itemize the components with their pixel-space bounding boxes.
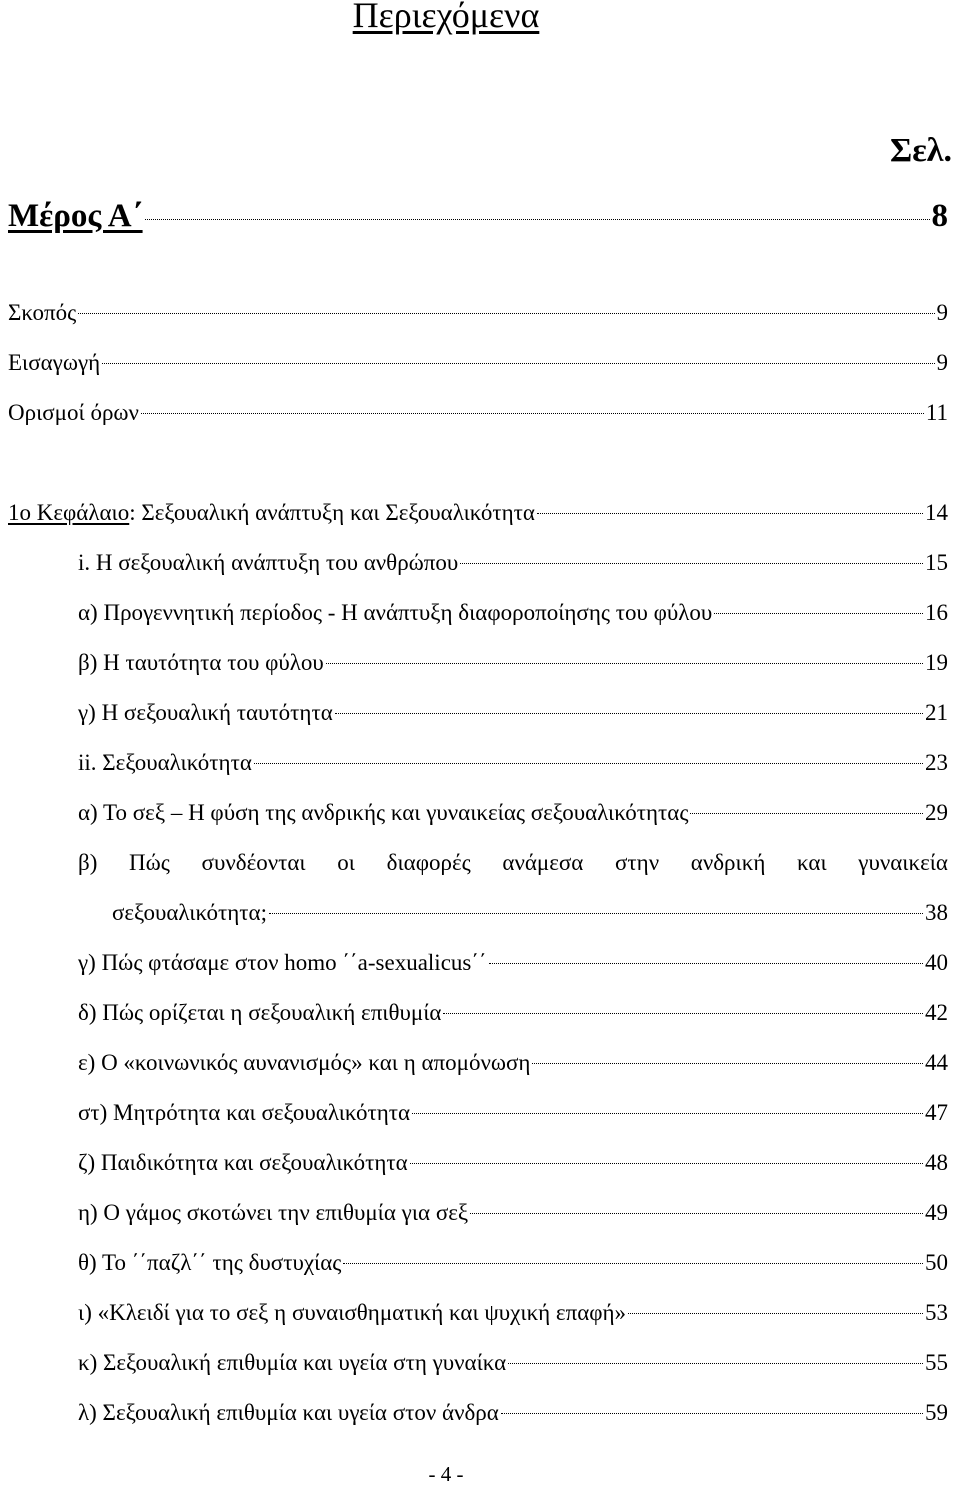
toc-entry[interactable] [112,898,948,928]
toc-page-number: 21 [925,700,948,725]
toc-leader [412,1113,923,1114]
toc-leader [145,219,930,220]
toc-label: ι) «Κλειδί για το σεξ η συναισθηματική και ψυχική επαφή» [78,1300,627,1325]
toc-page-number: 50 [925,1250,948,1275]
toc-page-number: 59 [925,1400,948,1425]
toc-label: γ) Πώς φτάσαμε στον homo ΄΄a-sexualicus΄΄ [78,950,487,975]
toc-leader [508,1363,923,1364]
toc-leader [470,1213,923,1214]
toc-label: ζ) Παιδικότητα και σεξουαλικότητα [78,1150,408,1175]
toc-leader [343,1263,923,1264]
toc-entry[interactable] [8,398,948,428]
toc-label: λ) Σεξουαλική επιθυμία και υγεία στον άνδρα [78,1400,499,1425]
toc-entry[interactable] [78,1198,948,1228]
page-title: Περιεχόμενα [352,0,540,35]
toc-label: Μέρος Α΄ [8,198,143,234]
toc-page-number: 53 [925,1300,948,1325]
toc-page-number: 47 [925,1100,948,1125]
toc-page-number: 23 [925,750,948,775]
toc-label: α) Προγεννητική περίοδος - Η ανάπτυξη διαφοροποίησης του φύλου [78,600,713,625]
toc-label: σεξουαλικότητα; [112,900,267,925]
toc-label: ε) Ο «κοινωνικός αυνανισμός» και η απομόνωση [78,1050,531,1075]
toc-page-number: 9 [936,350,948,375]
toc-leader [141,413,924,414]
toc-entry[interactable] [78,1398,948,1428]
toc-page-number: 15 [925,550,948,575]
toc-page-number: 9 [936,300,948,325]
toc-leader [714,613,923,614]
toc-leader [335,713,923,714]
toc-entry[interactable] [78,1048,948,1078]
toc-page-number: 8 [931,198,948,234]
toc-entry[interactable] [78,998,948,1028]
toc-page-number: 49 [925,1200,948,1225]
toc-entry[interactable] [78,1148,948,1178]
toc-entry[interactable] [78,648,948,678]
toc-entry[interactable] [78,1098,948,1128]
toc-label: κ) Σεξουαλική επιθυμία και υγεία στη γυναίκα [78,1350,507,1375]
page-column-header: Σελ. [890,132,952,169]
toc-entry[interactable] [8,298,948,328]
toc-entry[interactable] [78,598,948,628]
toc-entry[interactable] [78,748,948,778]
toc-leader [269,913,923,914]
toc-label: Σκοπός [8,300,77,325]
toc-entry[interactable] [78,698,948,728]
toc-page-number: 42 [925,1000,948,1025]
toc-chapter-prefix: 1ο Κεφάλαιο [8,500,130,525]
toc-entry[interactable] [78,548,948,578]
toc-chapter-1[interactable] [8,498,948,528]
toc-entry[interactable] [78,1348,948,1378]
toc-leader [410,1163,923,1164]
toc-entry[interactable] [78,948,948,978]
toc-entry[interactable] [78,1248,948,1278]
toc-label: θ) Το ΄΄παζλ΄΄ της δυστυχίας [78,1250,342,1275]
toc-leader [443,1013,923,1014]
toc-page-number: 11 [925,400,948,425]
toc-leader [690,813,923,814]
toc-label: i. Η σεξουαλική ανάπτυξη του ανθρώπου [78,550,459,575]
toc-label: β) Η ταυτότητα του φύλου [78,650,324,675]
toc-page-number: 38 [925,900,948,925]
toc-page-number: 55 [925,1350,948,1375]
toc-leader [78,313,934,314]
toc-entry-line1: β) Πώς συνδέονται οι διαφορές ανάμεσα στην ανδρική και γυναικεία [78,850,948,875]
toc-label: Εισαγωγή [8,350,101,375]
toc-entry[interactable] [78,1298,948,1328]
toc-leader [489,963,923,964]
toc-label: ii. Σεξουαλικότητα [78,750,252,775]
toc-leader [537,513,923,514]
toc-leader [102,363,934,364]
toc-leader [532,1063,923,1064]
toc-label: α) Το σεξ – Η φύση της ανδρικής και γυναικείας σεξουαλικότητας [78,800,689,825]
toc-label: δ) Πώς ορίζεται η σεξουαλική επιθυμία [78,1000,442,1025]
footer-page-number: - 4 - [428,1462,464,1486]
toc-entry[interactable] [78,798,948,828]
toc-leader [460,563,923,564]
toc-page-number: 44 [925,1050,948,1075]
toc-page-number: 16 [925,600,948,625]
toc-page-number: 29 [925,800,948,825]
toc-part-a[interactable] [8,196,948,236]
toc-leader [254,763,923,764]
toc-label: : Σεξουαλική ανάπτυξη και Σεξουαλικότητα [129,500,535,525]
toc-page-number: 14 [925,500,948,525]
toc-label: Ορισμοί όρων [8,400,139,425]
toc-leader [628,1313,923,1314]
toc-label: η) Ο γάμος σκοτώνει την επιθυμία για σεξ [78,1200,469,1225]
toc-entry[interactable] [8,348,948,378]
toc-page-number: 40 [925,950,948,975]
toc-leader [501,1413,923,1414]
toc-label: στ) Μητρότητα και σεξουαλικότητα [78,1100,411,1125]
toc-page-number: 48 [925,1150,948,1175]
toc-leader [326,663,923,664]
toc-label: γ) Η σεξουαλική ταυτότητα [78,700,333,725]
toc-page-number: 19 [925,650,948,675]
